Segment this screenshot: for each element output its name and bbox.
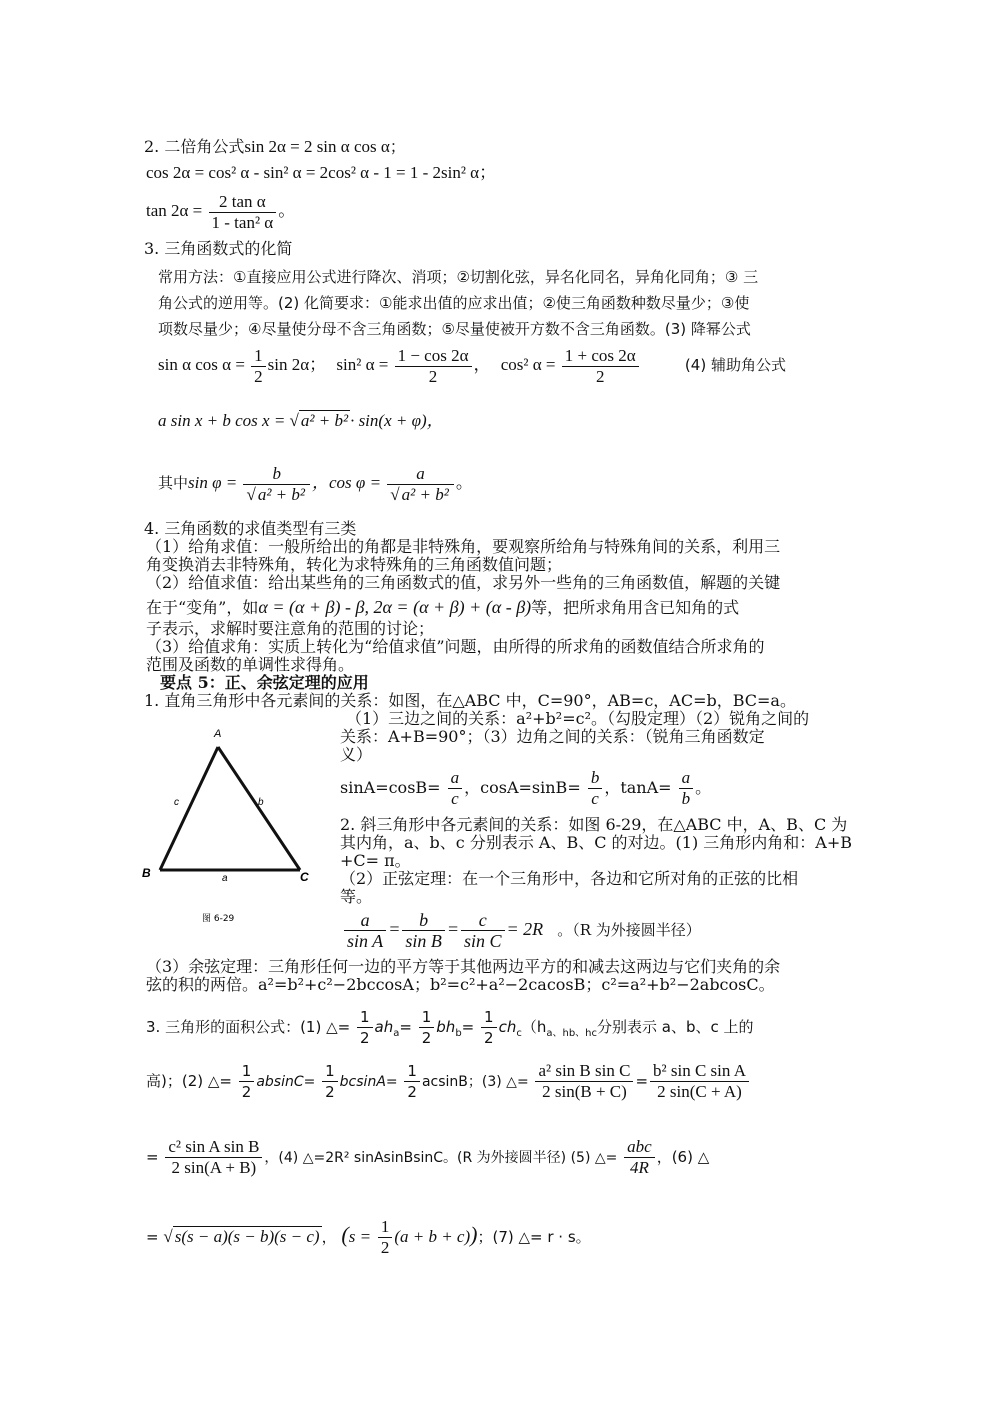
point5-l6: 其内角，a、b、c 分别表示 A、B、C 的对边。(1) 三角形内角和：A+B (340, 833, 853, 852)
fraction-denominator: 2 (241, 1083, 252, 1101)
fraction-numerator: 1 (481, 1007, 497, 1028)
sine-law-c-fraction (461, 910, 505, 951)
point5-l10: （3）余弦定理：三角形任何一边的平方等于其他两边平方的和减去这两边与它们夹角的余 (146, 957, 781, 976)
fraction-numerator: 1 (419, 1007, 435, 1028)
area-l3-tail: ，(6) △ (656, 1148, 710, 1166)
sinA-def: sinA=cosB= (340, 778, 441, 797)
cosA-def: ，cosA=sinB= (464, 778, 581, 797)
root-denominator: a² + b² (401, 484, 449, 504)
half-fraction (357, 1007, 373, 1048)
fraction-denominator: 4R (629, 1158, 649, 1177)
vertex-A-label: A (214, 728, 222, 740)
figure-caption: 图 6-29 (202, 914, 235, 924)
fraction-numerator: c² sin A sin B (165, 1137, 262, 1158)
sec4-p3a: （3）给值求角：实质上转化为“给值求值”问题，由所得的所求角的函数值结合所求角的 (146, 637, 765, 656)
fraction-numerator: 1 + cos 2α (562, 346, 639, 367)
sinphi-fraction (243, 464, 310, 505)
sec4-p2a: （2）给值求值：给出某些角的三角函数式的值，求另外一些角的三角函数值，解题的关键 (146, 573, 781, 592)
tan2a-numerator: 2 tan α (209, 192, 277, 213)
fraction-numerator: 1 (378, 1217, 393, 1238)
side-c-label: c (174, 797, 179, 808)
separator: ， (473, 355, 491, 374)
area-f3-fraction-1 (535, 1061, 633, 1102)
fraction-denominator: √ a² + b² (246, 484, 305, 504)
point5-l9: 等。 (340, 887, 373, 906)
fraction-denominator: 2 (595, 366, 605, 386)
ah-term: ah (374, 1018, 394, 1036)
tan2a-fraction (209, 192, 277, 233)
sec4-p2b-pre: 在于“变角”，如 (146, 598, 259, 617)
fraction-numerator: a (679, 768, 694, 789)
equals: = (635, 1072, 649, 1090)
area-l2-pre: 高)；(2) △= (146, 1072, 232, 1090)
side-b-line (218, 747, 300, 870)
reduce-f3-fraction (562, 346, 639, 387)
area-f3-fraction-3 (165, 1137, 262, 1178)
fraction-numerator: a (387, 464, 454, 485)
absinC-term: absinC= (256, 1074, 316, 1090)
fraction-numerator: a² sin B sin C (535, 1061, 633, 1082)
point5-l2: （1）三边之间的关系：a²+b²=c²。（勾股定理）（2）锐角之间的 (346, 709, 810, 728)
vertex-C-label: C (300, 870, 309, 884)
side-a-label: a (222, 873, 228, 884)
separator: ； (309, 355, 327, 374)
angle-transform-formula: α = (α + β) - β, 2α = (α + β) + (α - β) (258, 597, 532, 617)
fraction-denominator: 2 (380, 1238, 390, 1257)
a-over-c-fraction (448, 768, 463, 809)
tan2a-lhs: tan 2α = (146, 201, 203, 220)
heron-root: s(s − a)(s − b)(s − c) (174, 1227, 320, 1246)
fraction-numerator: 1 (357, 1007, 373, 1028)
s-rhs: (a + b + c) (394, 1227, 471, 1246)
fraction-numerator: a (344, 910, 386, 931)
separator: ； (479, 163, 497, 182)
sec4-title: 4. 三角函数的求值类型有三类 (144, 519, 357, 538)
fraction-denominator: 2 sin(A + B) (171, 1158, 257, 1177)
point5-l5: 2. 斜三角形中各元素间的关系：如图 6-29，在△ABC 中，A、B、C 为 (340, 815, 848, 834)
where-label: 其中 (158, 474, 189, 492)
half-fraction (378, 1217, 393, 1258)
fraction-numerator: b² sin C sin A (650, 1061, 749, 1082)
fraction-denominator: 2 sin(C + A) (657, 1082, 742, 1101)
sine-law-note: 。（R 为外接圆半径） (557, 921, 701, 939)
point5-l3: 关系：A+B=90°；（3）边角之间的关系：（锐角三角函数定 (340, 727, 765, 746)
point5-l7: +C= π。 (340, 851, 411, 870)
reduce-f2-fraction (395, 346, 472, 387)
equals: = (461, 1018, 475, 1036)
a-over-b-fraction (679, 768, 694, 809)
half-fraction (481, 1007, 497, 1048)
sinphi-lhs: sin φ = (188, 473, 238, 492)
root-denominator: a² + b² (257, 484, 305, 504)
vertex-B-label: B (142, 866, 151, 880)
fraction-denominator: c (451, 789, 459, 808)
separator: ； (389, 137, 406, 156)
area-l1-post: （h (521, 1018, 547, 1036)
fraction-denominator: 2 (325, 1083, 335, 1101)
ah-sub: a (393, 1028, 400, 1039)
ch-term: ch (498, 1018, 517, 1036)
sec2-label: 2. 二倍角公式 (144, 137, 245, 156)
fraction-denominator: 2 (421, 1029, 432, 1047)
reduce-f1-lhs: sin α cos α = (158, 355, 245, 374)
point5-l8: （2）正弦定理：在一个三角形中，各边和它所对角的正弦的比相 (340, 869, 799, 888)
sin2a-formula: sin 2α = 2 sin α cos α (244, 137, 390, 156)
fraction-denominator: sin B (405, 931, 442, 952)
fraction-denominator: 2 (359, 1029, 370, 1047)
equals: = (399, 1018, 412, 1036)
fraction-denominator: 2 sin(B + C) (542, 1082, 627, 1101)
abc-over-4R-fraction (624, 1137, 655, 1178)
sec4-p2c: 子表示，求解时要注意角的范围的讨论； (146, 619, 435, 638)
height-subs-c: c (591, 1028, 598, 1039)
half-fraction (322, 1061, 338, 1102)
sec4-p1a: （1）给角求值：一般所给出的角都是非特殊角，要观察所给角与特殊角间的关系，利用三 (146, 537, 781, 556)
fraction-denominator: b (681, 789, 691, 808)
point5-l1: 1. 直角三角形中各元素间的关系：如图，在△ABC 中，C=90°，AB=c，AC=b，BC=a。 (144, 691, 796, 710)
cos2a-formula: cos 2α = cos² α - sin² α = 2cos² α - 1 = 1 - 2sin² α (146, 163, 480, 182)
height-subs-b: b、h (568, 1028, 592, 1039)
half-fraction (239, 1061, 255, 1102)
sine-law-a-fraction (344, 910, 386, 951)
fraction-numerator: 1 (404, 1061, 420, 1082)
fraction-numerator: b (402, 910, 445, 931)
fraction-denominator: sin C (464, 931, 502, 952)
side-b-label: b (258, 797, 264, 808)
triangle-diagram (140, 725, 320, 930)
sec4-p2b-post: 等，把所求角用含已知角的式 (531, 598, 740, 617)
point5-title: 要点 5：正、余弦定理的应用 (160, 673, 369, 692)
tan2a-denominator: 1 - tan² α (211, 212, 274, 232)
sine-law-rhs: = 2R (506, 919, 544, 939)
reduce-f1-fraction (251, 346, 266, 387)
area-l4-tail: ；(7) △= r · s。 (477, 1228, 591, 1246)
point5-l11: 弦的积的两倍。a²=b²+c²−2bccosA；b²=c²+a²−2cacosB；c²=a²+b²−2abcosC。 (146, 975, 775, 994)
fraction-numerator: abc (624, 1137, 655, 1158)
fraction-denominator: 2 (407, 1083, 417, 1101)
sec4-p1b: 角变换消去非特殊角，转化为求特殊角的三角函数值问题； (146, 555, 563, 574)
tanA-def: ，tanA= (604, 778, 672, 797)
area-l3-mid: ，(4) △=2R² sinAsinBsinC。(R 为外接圆半径) (5) △= (264, 1150, 618, 1166)
fraction-denominator: 2 (254, 366, 263, 386)
fraction-numerator: c (461, 910, 505, 931)
fraction-numerator: a (448, 768, 463, 789)
fraction-denominator: 2 (428, 366, 438, 386)
reduce-f2-lhs: sin² α = (336, 355, 389, 374)
fraction-denominator: sin A (347, 931, 384, 952)
aux-formula-lhs: a sin x + b cos x = (158, 411, 286, 430)
sec4-p3b: 范围及函数的单调性求得角。 (146, 655, 355, 674)
ch-sub: c (516, 1028, 522, 1039)
half-fraction (419, 1007, 435, 1048)
sec3-title: 3. 三角函数式的化简 (144, 239, 293, 258)
fraction-numerator: b (243, 464, 310, 485)
half-fraction (404, 1061, 420, 1102)
fraction-denominator: √ a² + b² (390, 484, 449, 504)
area-l1-tail: 分别表示 a、b、c 上的 (597, 1018, 754, 1036)
fraction-numerator: b (588, 768, 603, 789)
acsinB-term: acsinB；(3) △= (421, 1074, 529, 1090)
bh-term: bh (436, 1018, 456, 1036)
sine-law-b-fraction (402, 910, 445, 951)
end-mark: 。 (278, 201, 296, 220)
reduce-f1-rhs: sin 2α (267, 355, 310, 374)
cosphi-fraction (387, 464, 454, 505)
fraction-numerator: 1 (322, 1061, 338, 1082)
reduce-f3-lhs: cos² α = (500, 355, 556, 374)
sec3-line1: 常用方法：①直接应用公式进行降次、消项；②切割化弦，异名化同名，异角化同角；③ 三 (158, 268, 759, 286)
fraction-denominator: 2 (484, 1029, 494, 1047)
sec3-line3: 项数尽量少；④尽量使分母不含三角函数；⑤尽量使被开方数不含三角函数。(3) 降幂公式 (158, 320, 751, 338)
area-l1-pre: 3. 三角形的面积公式：(1) △= (146, 1018, 351, 1036)
b-over-c-fraction (588, 768, 603, 809)
side-c-line (160, 747, 218, 870)
equals: = (146, 1228, 159, 1246)
fraction-denominator: c (591, 789, 599, 808)
bh-sub: b (455, 1028, 462, 1039)
height-subs: a、h (546, 1028, 569, 1039)
sec3-line2: 角公式的逆用等。(2) 化简要求：①能求出值的应求出值；②使三角函数种数尽量少；③使 (158, 294, 750, 312)
fraction-numerator: 1 (251, 346, 266, 367)
point5-l4: 义） (340, 745, 373, 764)
s-lhs: s = (348, 1227, 372, 1246)
bcsinA-term: bcsinA= (339, 1074, 398, 1090)
area-f3-fraction-2 (650, 1061, 749, 1102)
end-mark: 。 (455, 473, 473, 492)
fraction-numerator: 1 (239, 1061, 255, 1082)
end-mark: 。 (695, 778, 712, 797)
equals: = (146, 1148, 159, 1166)
aux-formula-rhs: · sin(x + φ)， (350, 411, 444, 430)
aux-root: a² + b² (300, 411, 349, 430)
cosphi-lhs: ，cos φ = (312, 473, 382, 492)
fraction-numerator: 1 − cos 2α (395, 346, 472, 367)
aux-angle-label: (4) 辅助角公式 (684, 356, 786, 374)
